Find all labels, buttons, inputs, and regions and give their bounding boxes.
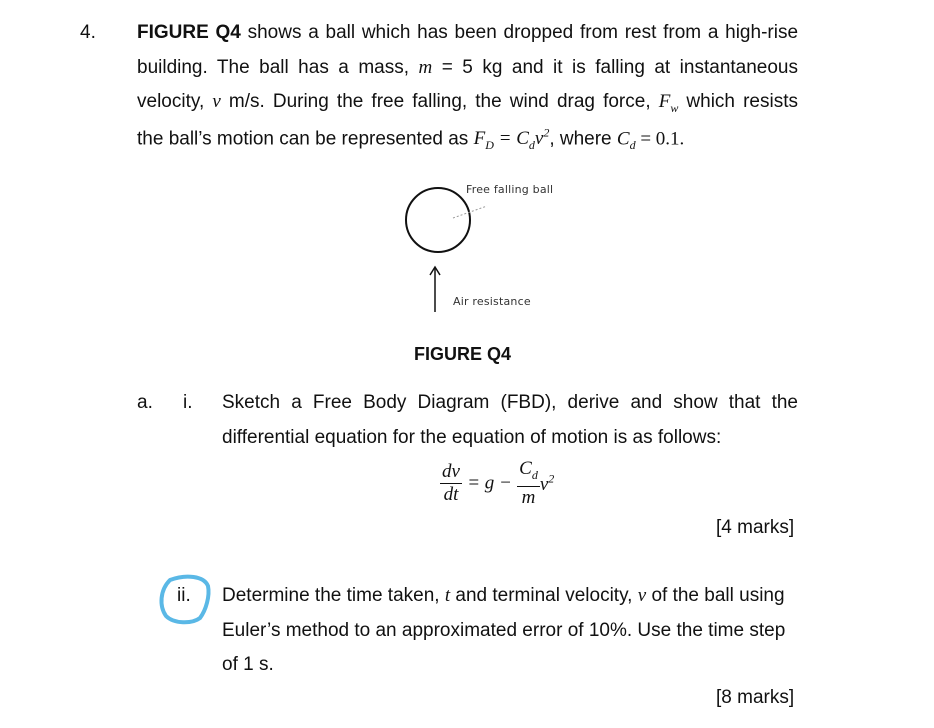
part-a-i-numeral: i. bbox=[183, 392, 193, 413]
marks-part-i: [4 marks] bbox=[716, 517, 795, 538]
equation-of-motion bbox=[440, 458, 554, 509]
part-a-ii-line-3: of 1 s. bbox=[222, 654, 274, 675]
intro-line-1: FIGURE Q4 shows a ball which has been dropped from rest from a high-rise bbox=[137, 22, 799, 43]
part-a-i-line-2: differential equation for the equation of motion is as follows: bbox=[222, 427, 722, 448]
part-a-i-line-1: Sketch a Free Body Diagram (FBD), derive and show that the bbox=[222, 392, 798, 413]
label-free-falling-ball: Free falling ball bbox=[466, 183, 554, 196]
drag-equation: $F_D = C_dv^2$ bbox=[473, 126, 550, 153]
marks-part-ii: [8 marks] bbox=[716, 687, 795, 708]
intro-line-2: building. The ball has a mass, m = 5 kg and it is falling at instantaneous bbox=[137, 57, 798, 78]
eq-lhs-fraction: $\frac{dv}{dt}$ bbox=[442, 460, 460, 505]
eq-middle: = g − bbox=[467, 472, 512, 494]
part-a-ii-numeral: ii. bbox=[177, 585, 191, 606]
question-number: 4. bbox=[80, 22, 96, 43]
part-a-letter: a. bbox=[137, 392, 153, 413]
eq-rhs-fraction: $\frac{C_d}{m}$ bbox=[519, 458, 538, 508]
part-a-ii-line-1: Determine the time taken, t and terminal velocity, v of the ball using bbox=[222, 585, 785, 606]
part-a-ii-line-2: Euler’s method to an approximated error of 10%. Use the time step bbox=[222, 620, 786, 641]
ball-circle bbox=[406, 188, 470, 252]
intro-line-3: velocity, v m/s. During the free falling, the wind drag force, $F_w$ which resists bbox=[137, 91, 798, 115]
eq-velocity-term: $v^2$ bbox=[539, 471, 555, 495]
intro-line-4: the ball’s motion can be represented as $F_D = C_dv^2$, where $C_d = 0.1$. bbox=[137, 126, 685, 153]
label-air-resistance: Air resistance bbox=[453, 295, 531, 308]
figure-caption: FIGURE Q4 bbox=[414, 344, 512, 364]
figure-ref: FIGURE Q4 bbox=[137, 22, 241, 43]
